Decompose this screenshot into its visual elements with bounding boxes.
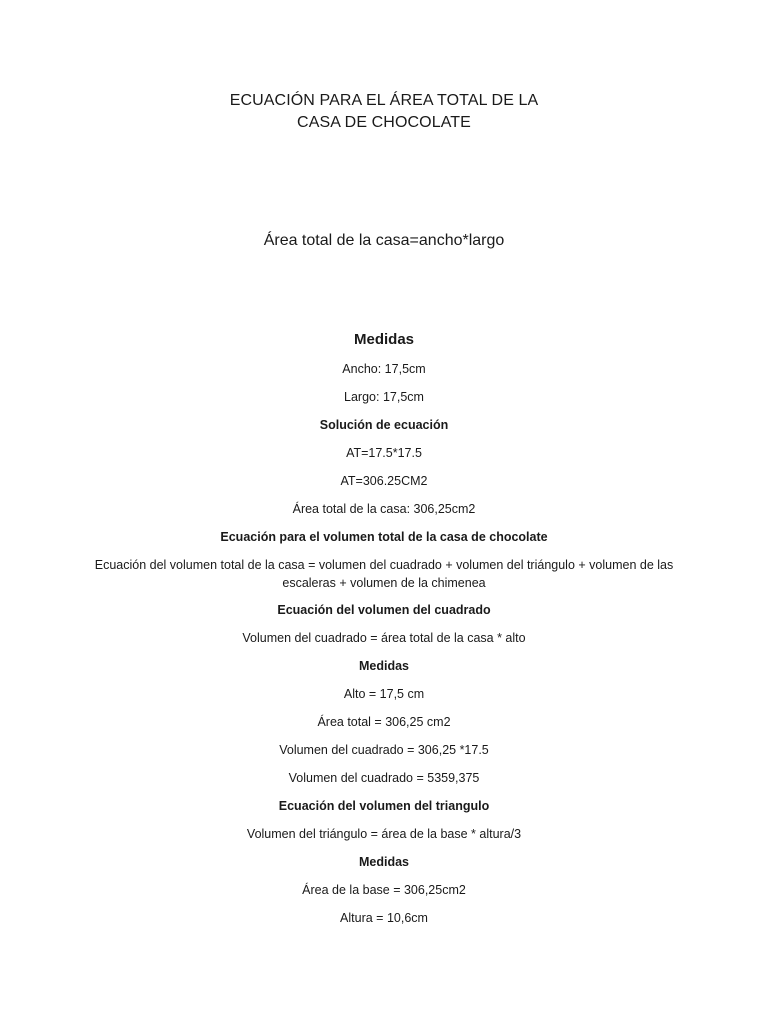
area-total-value: Área total = 306,25 cm2: [317, 715, 451, 729]
title-line-1: ECUACIÓN PARA EL ÁREA TOTAL DE LA: [229, 92, 539, 109]
volumen-equation-line-2: escaleras + volumen de la chimenea: [282, 576, 486, 590]
at-equation-1: AT=17.5*17.5: [346, 446, 422, 460]
altura-value: Altura = 10,6cm: [340, 911, 428, 925]
triangulo-heading: Ecuación del volumen del triangulo: [278, 799, 490, 813]
vol-cuadrado-result: Volumen del cuadrado = 5359,375: [288, 771, 480, 785]
volumen-equation-line-1: Ecuación del volumen total de la casa = volumen del cuadrado + volumen del triángulo + volumen de las: [94, 558, 674, 572]
triangulo-equation: Volumen del triángulo = área de la base * altura/3: [246, 827, 522, 841]
largo-value: Largo: 17,5cm: [344, 390, 424, 404]
volumen-heading: Ecuación para el volumen total de la casa de chocolate: [220, 530, 548, 544]
area-total-result: Área total de la casa: 306,25cm2: [292, 502, 476, 516]
area-base-value: Área de la base = 306,25cm2: [302, 883, 466, 897]
area-formula: Área total de la casa=ancho*largo: [263, 232, 505, 249]
cuadrado-equation: Volumen del cuadrado = área total de la casa * alto: [242, 631, 526, 645]
medidas-heading-2: Medidas: [358, 659, 409, 673]
medidas-heading: Medidas: [353, 331, 414, 348]
medidas-heading-3: Medidas: [358, 855, 409, 869]
ancho-value: Ancho: 17,5cm: [342, 362, 426, 376]
alto-value: Alto = 17,5 cm: [343, 687, 425, 701]
title-line-2: CASA DE CHOCOLATE: [297, 114, 471, 131]
vol-cuadrado-calc: Volumen del cuadrado = 306,25 *17.5: [279, 743, 489, 757]
at-equation-2: AT=306.25CM2: [340, 474, 428, 488]
solucion-heading: Solución de ecuación: [319, 418, 449, 432]
cuadrado-heading: Ecuación del volumen del cuadrado: [277, 603, 491, 617]
